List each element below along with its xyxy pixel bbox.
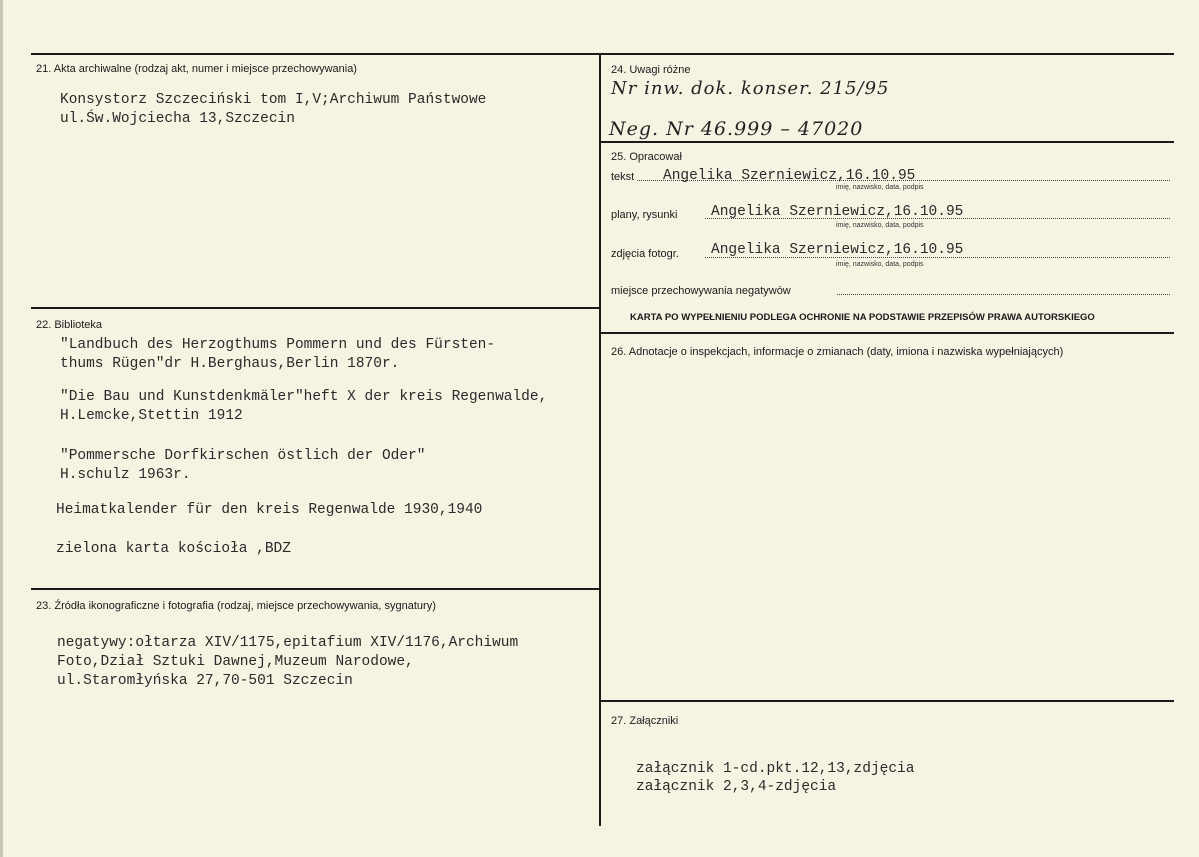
- zdjecia-caption: imię, nazwisko, data, podpis: [836, 261, 924, 268]
- tekst-value: Angelika Szerniewicz,16.10.95: [663, 168, 916, 184]
- section-23-line-1: negatywy:ołtarza XIV/1175,epitafium XIV/1176,Archiwum: [57, 635, 519, 651]
- tekst-label: tekst: [611, 171, 635, 183]
- plany-label: plany, rysunki: [611, 209, 678, 221]
- copyright-warning: KARTA PO WYPEŁNIENIU PODLEGA OCHRONIE NA PODSTAWIE PRZEPISÓW PRAWA AUTORSKIEGO: [630, 312, 1095, 323]
- section-21-label: 21. Akta archiwalne (rodzaj akt, numer i miejsce przechowywania): [36, 63, 357, 75]
- section-22-label: 22. Biblioteka: [36, 319, 103, 331]
- section-22-line-5: "Pommersche Dorfkirschen östlich der Oder": [60, 448, 426, 464]
- miejsce-label: miejsce przechowywania negatywów: [611, 285, 791, 297]
- section-23-line-3: ul.Staromłyńska 27,70-501 Szczecin: [57, 673, 353, 689]
- section-25-label: 25. Opracował: [611, 151, 682, 163]
- section-22-line-2: thums Rügen"dr H.Berghaus,Berlin 1870r.: [60, 356, 400, 372]
- section-22-line-6: H.schulz 1963r.: [60, 467, 191, 483]
- section-27-label: 27. Załączniki: [611, 715, 679, 727]
- rule-21-22: [31, 307, 599, 309]
- rule-25-26: [600, 332, 1174, 334]
- section-22-line-1: "Landbuch des Herzogthums Pommern und des Fürsten-: [60, 337, 496, 353]
- section-26-label: 26. Adnotacje o inspekcjach, informacje o zmianach (daty, imiona i nazwiska wypełniających): [611, 346, 1064, 358]
- tekst-caption: imię, nazwisko, data, podpis: [836, 184, 924, 191]
- plany-value: Angelika Szerniewicz,16.10.95: [711, 204, 964, 220]
- section-23-line-2: Foto,Dział Sztuki Dawnej,Muzeum Narodowe,: [57, 654, 414, 670]
- rule-26-27: [600, 700, 1174, 702]
- section-23-label: 23. Źródła ikonograficzne i fotografia (rodzaj, miejsce przechowywania, sygnatury): [36, 600, 436, 612]
- section-24-label: 24. Uwagi różne: [611, 64, 691, 76]
- section-27-line-2: załącznik 2,3,4-zdjęcia: [636, 779, 837, 795]
- section-27-line-1: załącznik 1-cd.pkt.12,13,zdjęcia: [636, 761, 915, 777]
- plany-caption: imię, nazwisko, data, podpis: [836, 222, 924, 229]
- zdjecia-label: zdjęcia fotogr.: [611, 248, 679, 260]
- handwritten-negative-number: Neg. Nr 46.999 – 47020: [609, 118, 864, 140]
- handwritten-inventory-number: Nr inw. dok. konser. 215/95: [611, 78, 890, 99]
- section-21-line-1: Konsystorz Szczeciński tom I,V;Archiwum Państwowe: [60, 92, 487, 108]
- rule-24-25: [600, 141, 1174, 143]
- miejsce-dotted-line: [837, 294, 1170, 295]
- section-22-line-4: H.Lemcke,Stettin 1912: [60, 408, 243, 424]
- top-rule: [31, 53, 1174, 55]
- rule-22-23: [31, 588, 599, 590]
- section-22-line-7: Heimatkalender für den kreis Regenwalde 1930,1940: [56, 502, 483, 518]
- section-22-line-8: zielona karta kościoła ,BDZ: [56, 541, 291, 557]
- zdjecia-value: Angelika Szerniewicz,16.10.95: [711, 242, 964, 258]
- section-21-line-2: ul.Św.Wojciecha 13,Szczecin: [60, 111, 295, 127]
- center-divider: [599, 53, 601, 826]
- section-22-line-3: "Die Bau und Kunstdenkmäler"heft X der kreis Regenwalde,: [60, 389, 548, 405]
